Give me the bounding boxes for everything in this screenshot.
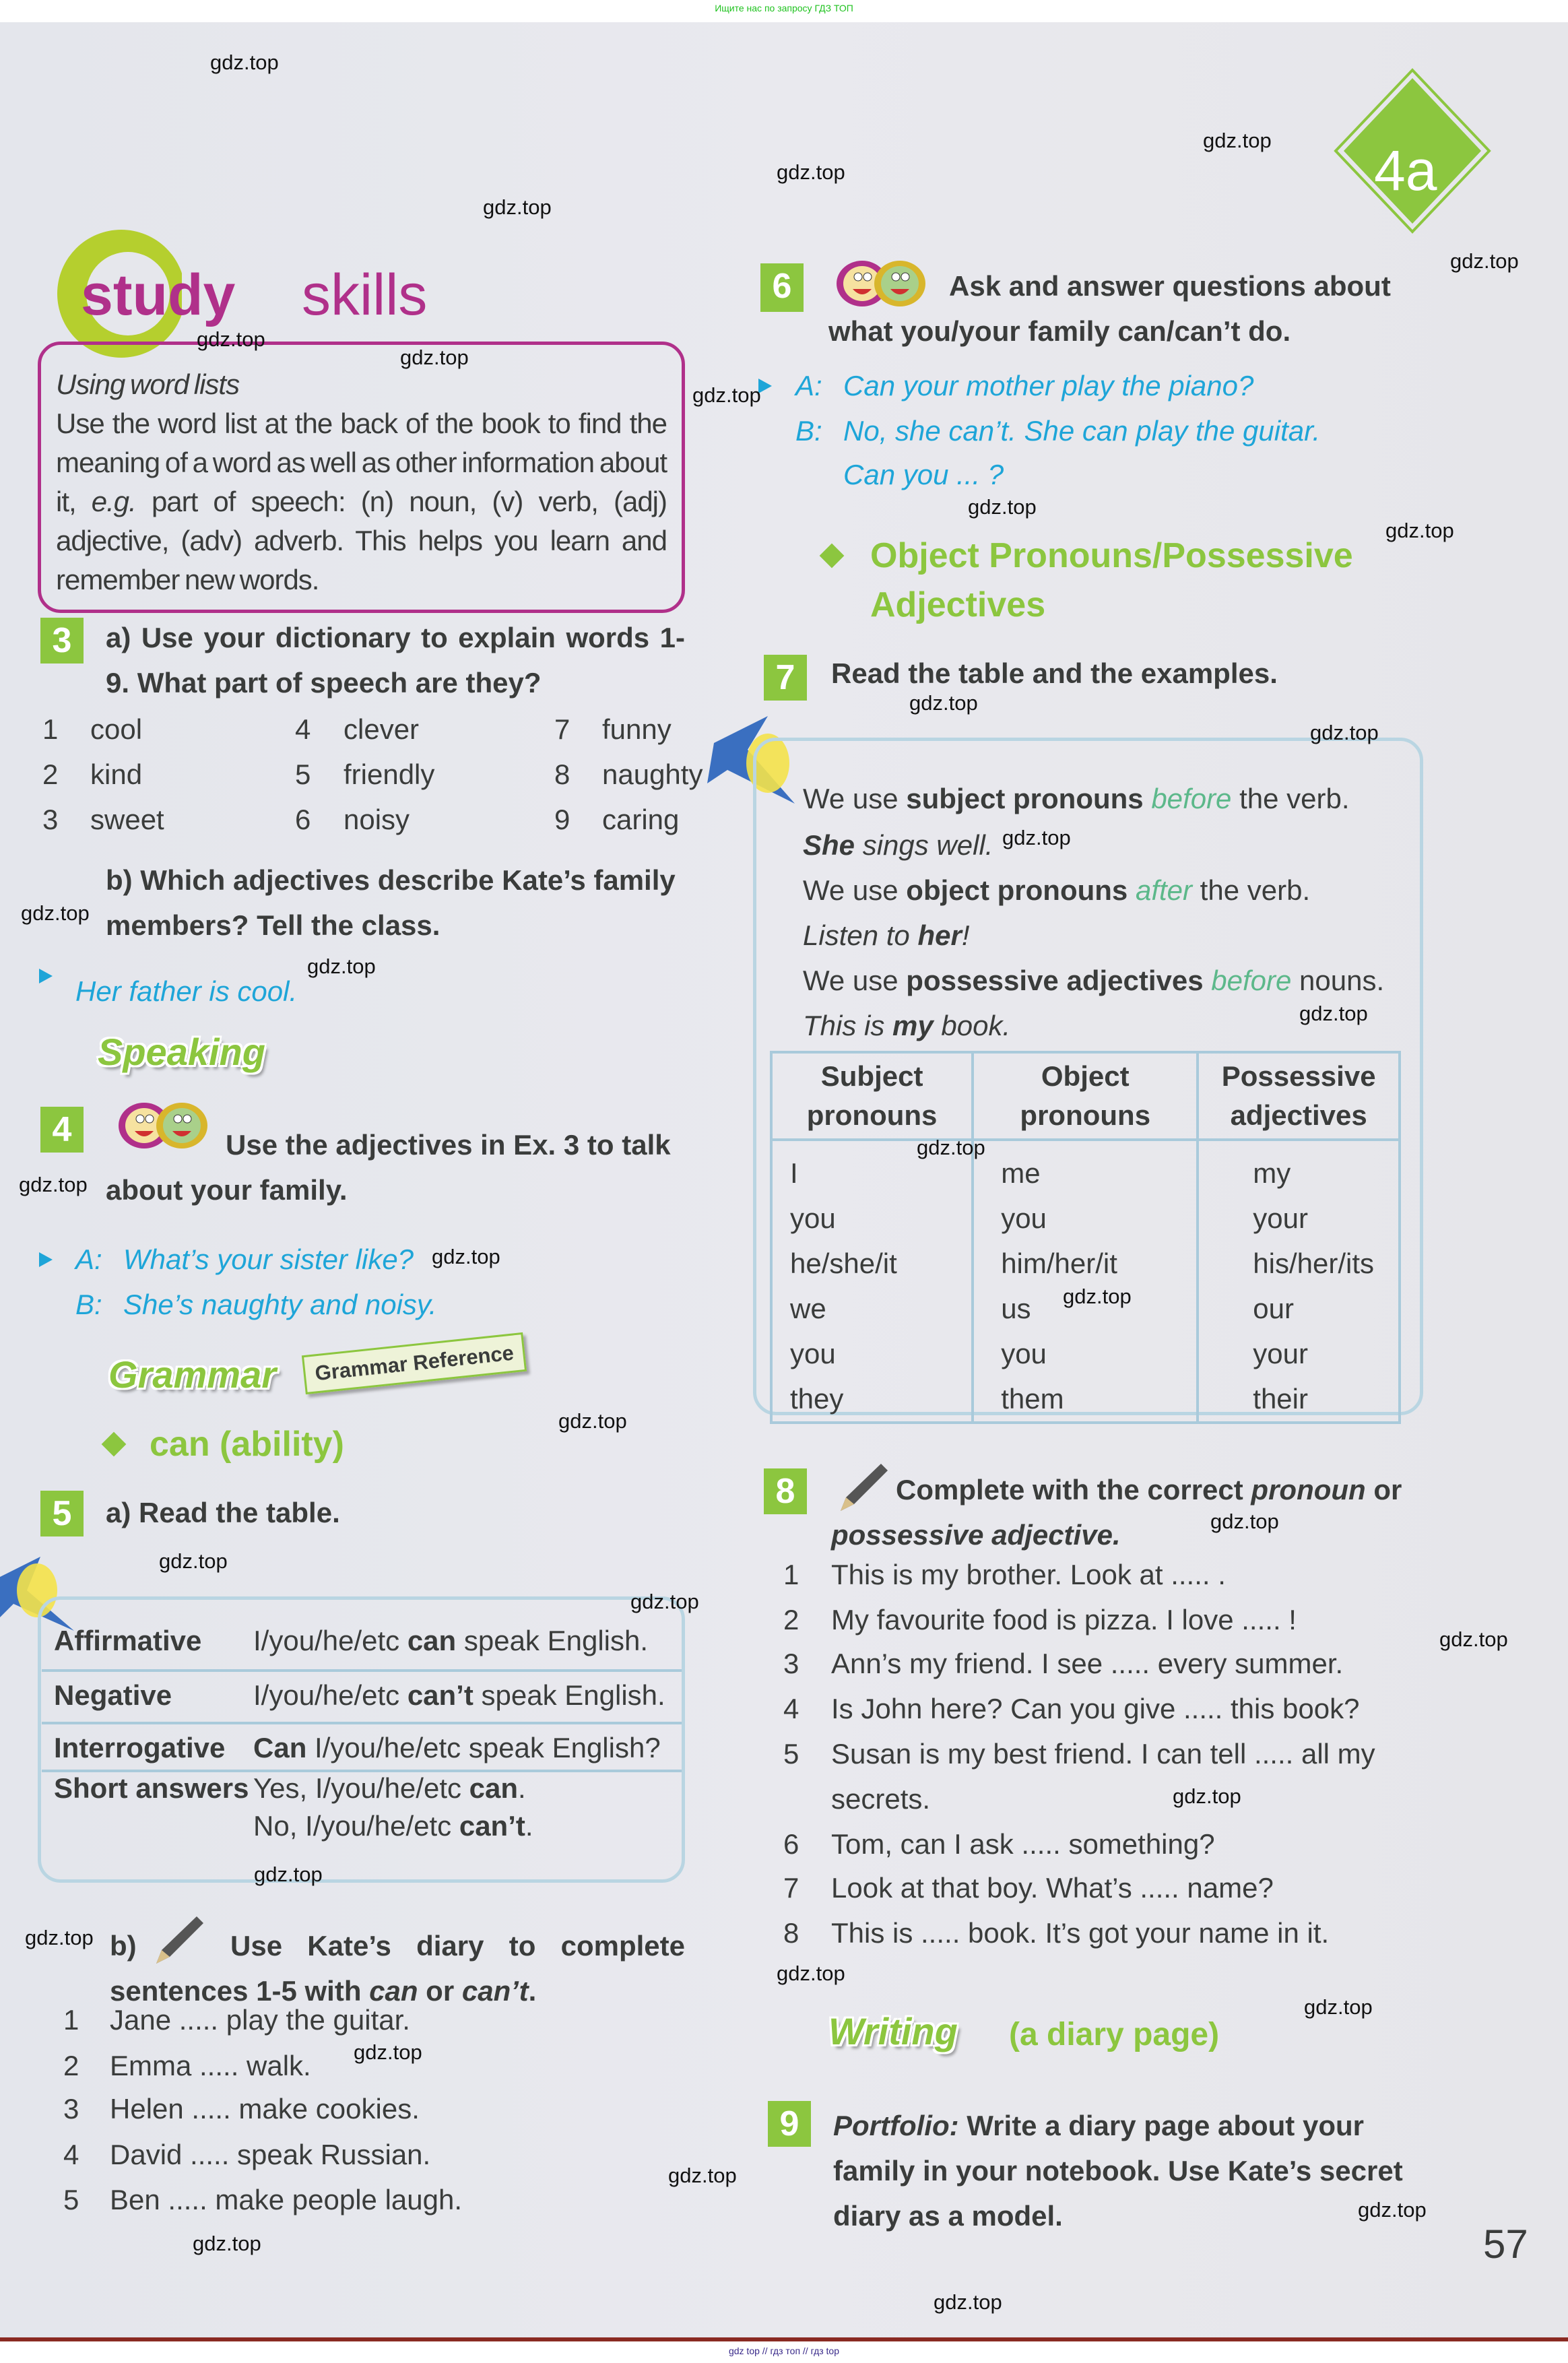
watermark-text: gdz.top [777,1962,845,1985]
ex4-instruction-2: about your family. [106,1174,348,1206]
watermark-text: gdz.top [1173,1784,1241,1808]
can-row-example: Yes, I/you/he/etc can. [253,1772,526,1804]
list-item-number: 6 [783,1828,799,1860]
can-row-label: Short answers [54,1772,249,1804]
table-cell: them [1001,1383,1064,1415]
page-bottom-border [0,2337,1568,2341]
list-item: Helen ..... make cookies. [110,2093,420,2125]
ex9-line-3: diary as a model. [833,2200,1063,2232]
ex5-b-label: b) [110,1930,137,1962]
watermark-text: gdz.top [19,1173,88,1196]
list-item-number: 1 [63,2004,79,2036]
watermark-text: gdz.top [917,1136,985,1159]
rule-subject: We use subject pronouns before the verb. [803,783,1350,814]
exercise-number-9: 9 [768,2101,811,2147]
table-cell: you [1001,1338,1047,1369]
watermark-text: gdz.top [630,1590,699,1613]
watermark-text: gdz.top [1210,1510,1279,1533]
table-header [771,1052,973,1140]
watermark-text: gdz.top [307,954,376,978]
header-text: pronouns [806,1099,938,1131]
ex6-c-text: Can you ... ? [843,459,1004,490]
list-item: Jane ..... play the guitar. [110,2004,410,2036]
list-item-number: 8 [783,1917,799,1949]
arrow-icon [39,969,53,983]
header-text: Object [1041,1060,1130,1092]
list-item-number: 2 [783,1604,799,1636]
watermark-text: gdz.top [1299,1002,1368,1025]
example-possessive: This is my book. [803,1010,1011,1041]
exercise-number-3: 3 [40,618,84,663]
ex6-a-label: A: [795,370,822,401]
table-header [1198,1052,1400,1140]
watermark-text: gdz.top [400,346,469,369]
example-subject: She sings well. [803,829,993,861]
exercise-number-5: 5 [40,1491,84,1536]
table-cell: me [1001,1157,1041,1189]
word-item: funny [602,713,672,745]
table-cell: you [1001,1202,1047,1234]
ex3-b-instruction: b) Which adjectives describe Kate’s family members? Tell the class. [106,864,676,941]
watermark-text: gdz.top [197,327,265,351]
word-number: 3 [42,804,59,835]
ex4-b-label: B: [75,1289,102,1320]
ex3-instruction: a) Use your dictionary to explain words 1-9. What part of speech are they? [106,622,685,699]
word-number: 1 [42,713,59,745]
rule-possessive: We use possessive adjectives before nouns. [803,965,1385,996]
table-cell: us [1001,1293,1031,1324]
table-cell: they [790,1383,844,1415]
table-divider [42,1722,682,1724]
ex6-instruction-1: Ask and answer questions about [949,270,1391,302]
can-row-example: I/you/he/etc can’t speak English. [253,1679,665,1711]
writing-subheading: (a diary page) [1009,2017,1220,2052]
can-row-example: Can I/you/he/etc speak English? [253,1732,661,1763]
list-item: David ..... speak Russian. [110,2139,431,2170]
word-number: 8 [554,758,570,790]
grammar-reference-tab[interactable]: Grammar Reference [302,1332,527,1394]
page-number: 57 [1483,2222,1528,2267]
pencil-icon [834,1461,890,1515]
ex6-b-text: No, she can’t. She can play the guitar. [843,415,1321,447]
grammar-topic: can (ability) [150,1425,344,1464]
study-eg: e.g. [91,486,136,517]
ex6-a-text: Can your mother play the piano? [843,370,1254,401]
watermark-text: gdz.top [934,2290,1002,2314]
watermark-text: gdz.top [1310,721,1379,744]
watermark-text: gdz.top [1063,1285,1132,1308]
list-item: Ben ..... make people laugh. [110,2184,463,2215]
watermark-text: gdz.top [193,2232,261,2255]
pronouns-heading-1: Object Pronouns/Possessive [870,536,1353,575]
header-text: adjectives [1230,1099,1367,1131]
word-item: clever [344,713,420,745]
footer-links[interactable]: gdz top // гдз топ // гдз top [728,2345,840,2356]
ex4-b-text: She’s naughty and noisy. [123,1289,437,1320]
study-text: Use the word list at the back of the book to find the meaning of a word as well as other information about it, [56,408,667,517]
list-item-number: 7 [783,1872,799,1904]
list-item: Susan is my best friend. I can tell ..... all my [831,1738,1375,1770]
exercise-number-7: 7 [764,655,807,701]
watermark-text: gdz.top [968,495,1037,519]
word-number: 5 [295,758,311,790]
watermark-text: gdz.top [558,1409,627,1433]
writing-heading: Writing [828,2010,958,2052]
list-item: Look at that boy. What’s ..... name? [831,1872,1274,1904]
watermark-text: gdz.top [1002,826,1071,849]
watermark-text: gdz.top [692,383,761,407]
list-item: My favourite food is pizza. I love ..... ! [831,1604,1297,1636]
exercise-number-8: 8 [764,1468,807,1514]
table-column [973,1140,1198,1423]
table-cell: him/her/it [1001,1248,1117,1279]
word-number: 4 [295,713,311,745]
skills-title: skills [302,263,428,327]
watermark-text: gdz.top [777,160,845,184]
table-cell: I [790,1157,798,1189]
watermark-text: gdz.top [1203,129,1272,152]
watermark-text: gdz.top [21,901,90,925]
pronouns-heading-2: Adjectives [870,585,1046,624]
watermark-text: gdz.top [668,2164,737,2187]
word-number: 6 [295,804,311,835]
table-cell: my [1253,1157,1291,1189]
list-item-number: 5 [63,2184,79,2215]
example-object: Listen to her! [803,919,970,951]
table-header [973,1052,1198,1140]
diamond-bullet-icon [102,1432,127,1457]
watermark-text: gdz.top [159,1549,228,1573]
pronouns-table [770,1051,1401,1424]
can-row-label: Interrogative [54,1732,226,1763]
table-divider [42,1669,682,1672]
word-item: kind [90,758,143,790]
diamond-bullet-icon [820,544,845,569]
pencil-icon [150,1914,206,1968]
watermark-text: gdz.top [1450,249,1519,273]
word-item: sweet [90,804,164,835]
table-cell: their [1253,1383,1308,1415]
watermark-text: gdz.top [909,691,978,715]
ex5-a-instruction: a) Read the table. [106,1497,340,1528]
list-item: Emma ..... walk. [110,2050,311,2081]
list-item-number: 2 [63,2050,79,2081]
watermark-text: gdz.top [1439,1627,1508,1651]
table-divider [42,1770,682,1772]
table-cell: his/her/its [1253,1248,1375,1279]
list-item: This is my brother. Look at ..... . [831,1559,1226,1590]
list-item: Tom, can I ask ..... something? [831,1828,1215,1860]
study-text-2: part of speech: (n) noun, (v) verb, (adj) adjective, (adv) adverb. This helps you learn and remember new words. [56,486,667,595]
header-text: pronouns [1020,1099,1151,1131]
table-cell: your [1253,1202,1308,1234]
ex4-instruction-1: Use the adjectives in Ex. 3 to talk [226,1129,671,1161]
list-item-number: 1 [783,1559,799,1590]
list-item-number: 4 [783,1693,799,1724]
header-text: Subject [820,1060,923,1092]
pair-work-icon [834,257,928,311]
list-item-number: 4 [63,2139,79,2170]
can-row-label: Affirmative [54,1625,202,1656]
textbook-page [0,22,1568,2339]
speaking-heading: Speaking [98,1031,265,1073]
table-cell: our [1253,1293,1294,1324]
word-item: naughty [602,758,703,790]
table-cell: you [790,1202,836,1234]
can-row-label: Negative [54,1679,172,1711]
list-item: Ann’s my friend. I see ..... every summer. [831,1648,1344,1679]
list-item: This is ..... book. It’s got your name in it. [831,1917,1330,1949]
exercise-number-6: 6 [760,263,804,312]
list-item: Is John here? Can you give ..... this book? [831,1693,1360,1724]
watermark-text: gdz.top [483,195,552,219]
watermark-text: gdz.top [1304,1995,1373,2019]
arrow-icon [39,1252,53,1267]
word-item: caring [602,804,680,835]
word-item: noisy [344,804,410,835]
table-cell: we [790,1293,826,1324]
word-item: cool [90,713,143,745]
ex4-a-label: A: [75,1243,102,1275]
table-cell: your [1253,1338,1308,1369]
list-item-number: 3 [63,2093,79,2125]
table-column [1198,1140,1400,1423]
word-number: 9 [554,804,570,835]
word-number: 7 [554,713,570,745]
ex6-b-label: B: [795,415,822,447]
ex8-instruction-2: possessive adjective. [831,1519,1121,1551]
study-subtitle: Using word lists [56,368,240,400]
ex5-b-instruction-1: Use Kate’s diary to complete [230,1930,685,1962]
watermark-text: gdz.top [210,51,279,74]
ex4-a-text: What’s your sister like? [123,1243,414,1275]
top-banner[interactable]: Ищите нас по запросу ГДЗ ТОП [715,3,853,13]
watermark-text: gdz.top [25,1926,94,1949]
table-column [771,1140,973,1423]
grammar-heading: Grammar [108,1353,277,1396]
ex9-line-1: Portfolio: Write a diary page about your [833,2110,1364,2141]
study-skills-box [38,342,685,613]
ex5-b-instruction-2: sentences 1-5 with can or can’t. [110,1975,537,2007]
study-title: study [81,263,236,327]
rule-object: We use object pronouns after the verb. [803,874,1311,906]
word-number: 2 [42,758,59,790]
ex3-example: Her father is cool. [75,975,298,1007]
can-row-example: No, I/you/he/etc can’t. [253,1810,533,1842]
watermark-text: gdz.top [432,1245,500,1268]
list-item-number: 5 [783,1738,799,1770]
table-header-row [771,1052,1400,1140]
list-item: secrets. [831,1783,931,1815]
ex6-instruction-2: what you/your family can/can’t do. [828,315,1291,347]
watermark-text: gdz.top [1385,519,1454,542]
unit-badge-label: 4a [1374,139,1437,202]
word-item: friendly [344,758,435,790]
list-item-number: 3 [783,1648,799,1679]
pair-work-icon [116,1099,210,1153]
header-text: Possessive [1221,1060,1376,1092]
ex8-instruction-1: Complete with the correct pronoun or [896,1474,1402,1506]
ex9-line-2: family in your notebook. Use Kate’s secret [833,2155,1403,2187]
table-cell: he/she/it [790,1248,897,1279]
watermark-text: gdz.top [1358,2198,1427,2222]
exercise-number-4: 4 [40,1107,84,1153]
can-row-example: I/you/he/etc can speak English. [253,1625,649,1656]
table-cell: you [790,1338,836,1369]
watermark-text: gdz.top [254,1863,323,1886]
ex7-instruction: Read the table and the examples. [831,657,1278,689]
watermark-text: gdz.top [354,2040,422,2064]
